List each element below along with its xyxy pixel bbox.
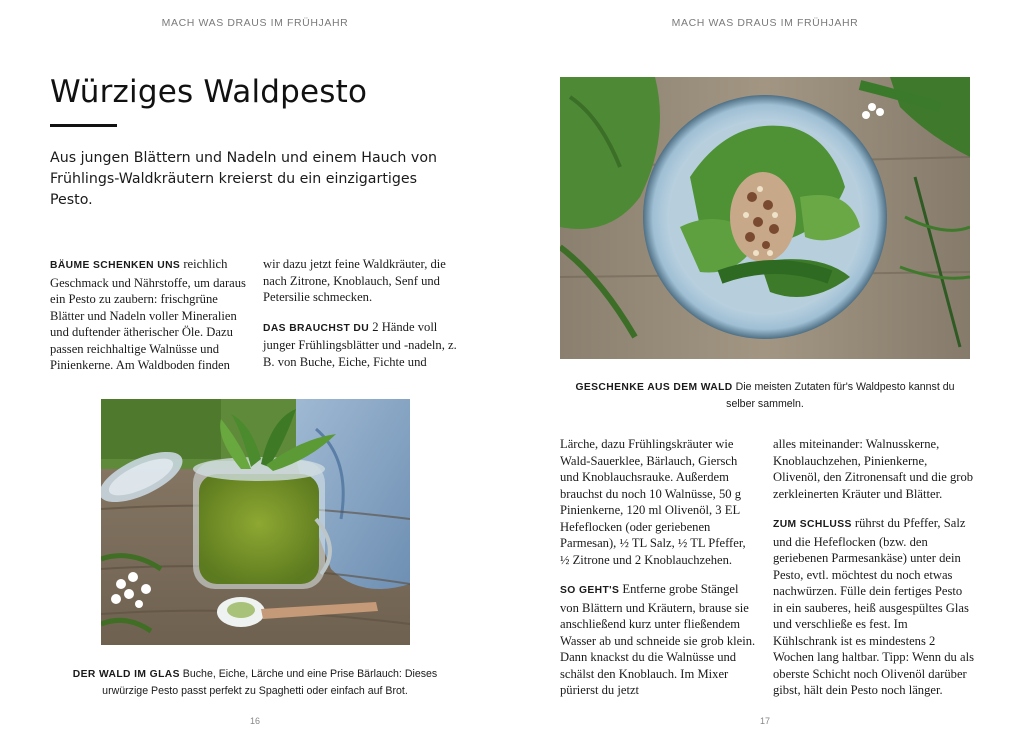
ingredients-continued: Lärche, dazu Frühlingskräuter wie Wald-Sauerklee, Bärlauch, Giersch und Knoblauchsrauke. Außerdem brauchst du noch 10 Walnüsse, 50 g Pinienkerne, 120 ml Olivenöl, 3 EL Hefeflocken (oder geriebenen Parmesan), ½ TL Salz, ½ TL Pfeffer, ½ Zitrone und 2 Knoblauchzehen. <box>560 437 746 567</box>
recipe-title: Würziges Waldpesto <box>50 74 368 110</box>
kw-brauchst: DAS BRAUCHST DU <box>263 322 370 334</box>
running-head-left: MACH WAS DRAUS IM FRÜHJAHR <box>161 17 349 29</box>
kw-wald-im-glas: DER WALD IM GLAS <box>72 669 180 680</box>
kw-so-gehts: SO GEHT'S <box>560 585 620 596</box>
running-head-right: MACH WAS DRAUS IM FRÜHJAHR <box>671 17 859 29</box>
method-text: Entferne grobe Stängel von Blättern und Kräutern, brause sie anschließend kurz unter fließendem Wasser ab und schneide sie grob klein. Dann knackst du die Walnüsse und schälst den Knoblauch. Im Mixer pürierst du jetzt <box>560 582 756 697</box>
page-number-left: 16 <box>249 716 260 726</box>
left-column-1 <box>50 256 246 374</box>
herbs-paragraph: wir dazu jetzt feine Waldkräuter, die nach Zitrone, Knoblauch, Senf und Petersilie schmecken. <box>263 257 446 304</box>
page-number-right: 17 <box>759 716 770 726</box>
intro-paragraph <box>50 256 246 374</box>
blend-paragraph: alles miteinander: Walnusskerne, Knoblauchzehen, Pinienkerne, Olivenöl, den Zitronensaft und die grob zerkleinerten Kräuter und Blätter. <box>773 437 974 501</box>
kw-baeume: BÄUME SCHENKEN UNS <box>50 260 181 271</box>
right-column-1 <box>560 436 756 699</box>
method-paragraph <box>560 581 756 699</box>
caption-bowl-text: Die meisten Zutaten für's Waldpesto kannst du selber sammeln. <box>726 381 955 410</box>
caption-bowl <box>570 379 960 412</box>
intro-text: reichlich Geschmack und Nährstoffe, um daraus ein Pesto zu zaubern: frischgrüne Blätter und Nadeln voller Mineralien und duftender ätherischer Öle. Dazu passen reichhaltige Walnüsse und Pinienkerne. Am Waldboden finden <box>50 257 246 372</box>
herb-bowl-photo <box>560 77 970 359</box>
kw-geschenke: GESCHENKE AUS DEM WALD <box>575 382 733 393</box>
left-column-2 <box>263 256 465 370</box>
right-column-2 <box>773 436 975 699</box>
right-page <box>510 0 1020 746</box>
caption-jar-text: Buche, Eiche, Lärche und eine Prise Bärlauch: Dieses urwürzige Pesto passt perfekt zu Spaghetti oder einfach auf Brot. <box>102 668 438 697</box>
pesto-jar-photo <box>101 399 410 645</box>
caption-jar <box>60 666 450 699</box>
finish-paragraph <box>773 515 975 699</box>
lead-paragraph: Aus jungen Blättern und Nadeln und einem Hauch von Frühlings-Waldkräutern kreierst du ein einzigartiges Pesto. <box>50 150 437 208</box>
finish-text: rührst du Pfeffer, Salz und die Hefeflocken (bzw. den geriebenen Parmesankäse) unter dein Pesto, evtl. möchtest du noch etwas nachwürzen. Fülle dein fertiges Pesto in ein sauberes, heiß ausgespültes Glas und verschließe es fest. Im Kühlschrank ist es mindestens 2 Wochen lang haltbar. Tipp: Wenn du als oberste Schicht noch Olivenöl darüber gibst, hält dein Pesto noch länger. <box>773 516 974 697</box>
ingredients-text: 2 Hände voll junger Frühlingsblätter und -nadeln, z. B. von Buche, Eiche, Fichte und <box>263 319 457 369</box>
kw-zum-schluss: ZUM SCHLUSS <box>773 519 852 530</box>
title-underline <box>50 124 117 127</box>
ingredients-paragraph <box>263 319 465 371</box>
